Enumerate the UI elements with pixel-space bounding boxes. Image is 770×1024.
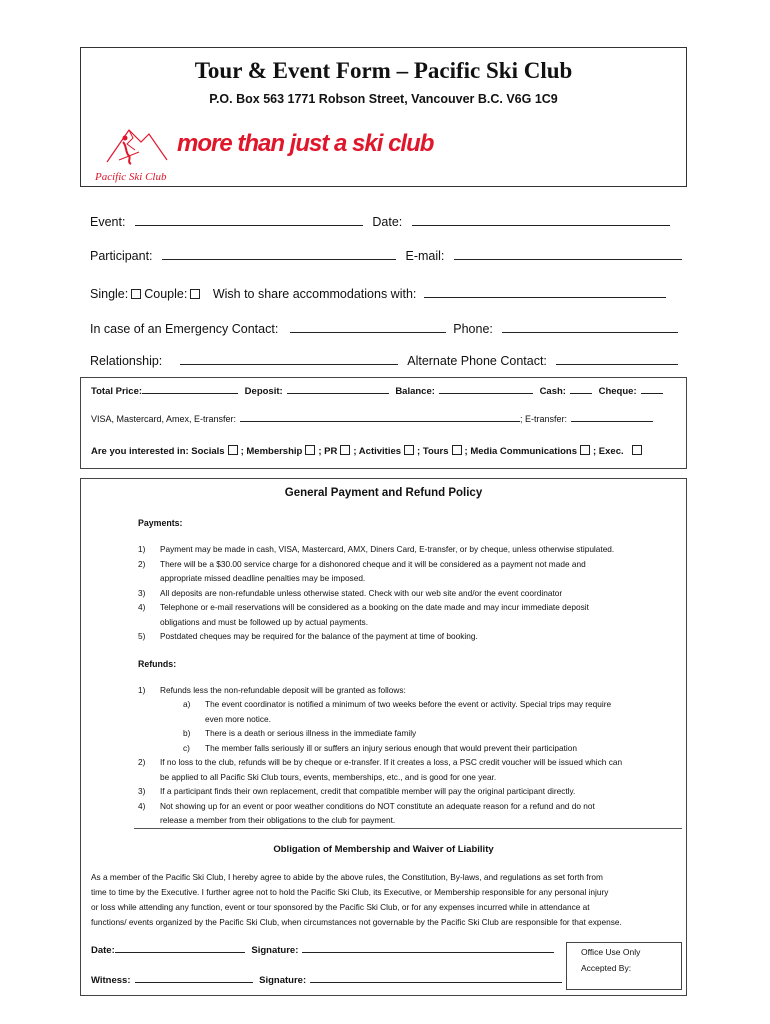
signature-label-1: Signature: [251, 945, 299, 956]
waiver-line: As a member of the Pacific Ski Club, I hereby agree to abide by the above rules, the Constitution, By-laws, and regulations as set forth from [91, 872, 603, 882]
payment-item-line: Payment may be made in cash, VISA, Mastercard, AMX, Diners Card, E-transfer, or by cheque, unless otherwise stipulated. [160, 544, 615, 554]
relationship-label: Relationship: [90, 354, 163, 368]
email-label: E-mail: [405, 249, 445, 263]
media-label: ; Media Communications [464, 446, 577, 457]
cash-field[interactable] [570, 385, 592, 394]
refund-item-line: be applied to all Pacific Ski Club tours, events, memberships, etc., and is good for one year. [160, 771, 497, 782]
interest-label: Are you interested in: Socials [91, 446, 225, 457]
event-field[interactable] [135, 214, 363, 226]
participant-field[interactable] [162, 248, 396, 260]
single-label: Single: [90, 287, 129, 301]
office-use-label: Office Use Only [581, 947, 641, 957]
participant-row [90, 248, 682, 263]
club-address: P.O. Box 563 1771 Robson Street, Vancouver B.C. V6G 1C9 [209, 92, 558, 106]
payment-item-line: All deposits are non-refundable unless otherwise stated. Check with our web site and/or the event coordinator [160, 587, 563, 598]
refund-item-number: 4) [138, 800, 146, 811]
etransfer-field[interactable] [571, 413, 653, 422]
witness-field[interactable] [135, 974, 253, 983]
date-field[interactable] [412, 214, 670, 226]
total-price-label: Total Price: [91, 386, 143, 397]
balance-field[interactable] [439, 385, 533, 394]
sign-date-field[interactable] [115, 944, 245, 953]
refund-sub-item-number: a) [183, 699, 191, 709]
refund-sub-item-line: The event coordinator is notified a minimum of two weeks before the event or activity. Special trips may require [205, 699, 612, 709]
refund-sub-item-line: even more notice. [205, 713, 271, 724]
policy-title: General Payment and Refund Policy [284, 487, 483, 499]
membership-checkbox[interactable] [305, 445, 315, 455]
accepted-by-label: Accepted By: [581, 963, 632, 973]
relationship-field[interactable] [180, 353, 398, 365]
pr-label: ; PR [318, 446, 338, 457]
emergency-row [90, 321, 678, 336]
refund-item-number: 2) [138, 757, 146, 767]
ski-club-logo-icon [89, 120, 181, 186]
date-signature-row [91, 944, 554, 956]
waiver-title: Obligation of Membership and Waiver of Liability [273, 844, 494, 855]
emergency-contact-field[interactable] [290, 321, 446, 333]
alt-phone-field[interactable] [556, 353, 678, 365]
date-label: Date: [372, 215, 403, 229]
payment-item-line: Postdated cheques may be required for the balance of the payment at time of booking. [160, 631, 478, 641]
phone-field[interactable] [502, 321, 678, 333]
couple-checkbox[interactable] [190, 289, 200, 299]
signature-field-2[interactable] [310, 974, 562, 983]
policy-box [80, 478, 687, 996]
policy-divider [134, 828, 682, 829]
payment-item-line: Telephone or e-mail reservations will be considered as a booking on the date made and may incur immediate deposit [160, 602, 589, 612]
form-title: Tour & Event Form – Pacific Ski Club [194, 58, 573, 83]
exec-label: ; Exec. [592, 446, 624, 457]
waiver-line: time to time by the Executive. I further agree not to hold the Pacific Ski Club, its Executive, or Membership responsible for any personal injury [91, 887, 609, 897]
office-use-box [566, 942, 682, 990]
activities-checkbox[interactable] [404, 445, 414, 455]
payment-item-line: obligations and must be followed up by actual payments. [160, 616, 369, 627]
header-box [80, 47, 687, 187]
refunds-heading: Refunds: [138, 659, 177, 669]
tagline: more than just a ski club [177, 130, 434, 157]
deposit-label: Deposit: [244, 386, 283, 397]
refund-number: 1) [138, 685, 146, 695]
price-row [91, 385, 663, 397]
refund-item-line: release a member from their obligations to the club for payment. [160, 815, 396, 825]
payment-item-number: 3) [138, 587, 146, 598]
cheque-field[interactable] [641, 385, 663, 394]
payment-item-line: appropriate missed deadline penalties may be imposed. [160, 573, 366, 583]
payment-item-line: There will be a $30.00 service charge for a dishonored cheque and it will be considered as a payment not made and [160, 558, 586, 569]
payment-item-number: 5) [138, 631, 146, 641]
media-checkbox[interactable] [580, 445, 590, 455]
card-field[interactable] [240, 413, 520, 422]
witness-signature-row [91, 974, 562, 986]
refund-sub-item-number: c) [183, 742, 190, 753]
witness-label: Witness: [91, 975, 131, 986]
card-row [91, 413, 653, 424]
refund-item-line: Not showing up for an event or poor weather conditions do NOT constitute an adequate reason for a refund and do not [160, 800, 595, 811]
relationship-row [90, 353, 678, 368]
waiver-line: functions/ events organized by the Pacific Ski Club, when circumstances not governable by the Pacific Ski Club are responsible for that expense. [91, 917, 622, 927]
logo-text: Pacific Ski Club [95, 171, 167, 183]
activities-label: ; Activities [353, 446, 402, 457]
balance-label: Balance: [395, 386, 435, 397]
refund-item-line: If a participant finds their own replacement, credit that compatible member will pay the original participant directly. [160, 786, 576, 796]
alt-phone-label: Alternate Phone Contact: [407, 354, 547, 368]
refund-item-1: Refunds less the non-refundable deposit will be granted as follows: [160, 685, 406, 695]
payment-item-number: 1) [138, 544, 146, 554]
tours-label: ; Tours [417, 446, 449, 457]
refund-item-line: If no loss to the club, refunds will be by cheque or e-transfer. If it creates a loss, a PSC credit voucher will be issued which can [160, 757, 623, 767]
interest-row [91, 445, 645, 457]
signature-label-2: Signature: [259, 975, 307, 986]
share-label: Wish to share accommodations with: [212, 287, 417, 301]
accommodation-row [90, 286, 666, 301]
tours-checkbox[interactable] [452, 445, 462, 455]
participant-label: Participant: [90, 249, 153, 263]
couple-label: Couple: [144, 287, 188, 301]
socials-checkbox[interactable] [228, 445, 238, 455]
refund-item-number: 3) [138, 786, 146, 796]
cash-label: Cash: [539, 386, 566, 397]
share-field[interactable] [424, 286, 666, 298]
payment-box [80, 377, 687, 469]
membership-label: ; Membership [240, 446, 303, 457]
email-field[interactable] [454, 248, 682, 260]
payment-item-number: 2) [138, 558, 146, 569]
etransfer-label: ; E-transfer: [520, 414, 568, 424]
payment-item-number: 4) [138, 602, 146, 612]
payments-heading: Payments: [138, 518, 183, 528]
cheque-label: Cheque: [598, 386, 637, 397]
pr-checkbox[interactable] [340, 445, 350, 455]
refund-sub-item-line: There is a death or serious illness in the immediate family [205, 728, 417, 738]
sign-date-label: Date: [91, 945, 115, 956]
exec-checkbox[interactable] [632, 445, 642, 455]
refund-sub-item-number: b) [183, 728, 191, 738]
card-label: VISA, Mastercard, Amex, E-transfer: [91, 414, 237, 424]
event-row [90, 214, 670, 229]
event-label: Event: [90, 215, 126, 229]
emergency-label: In case of an Emergency Contact: [90, 322, 279, 336]
deposit-field[interactable] [287, 385, 389, 394]
single-checkbox[interactable] [131, 289, 141, 299]
refund-sub-item-line: The member falls seriously ill or suffers an injury serious enough that would prevent their participation [205, 742, 578, 753]
total-price-field[interactable] [142, 385, 238, 394]
waiver-line: or loss while attending any function, event or tour sponsored by the Pacific Ski Club, or for any expenses incurred while in attendance at [91, 902, 590, 912]
signature-field-1[interactable] [302, 944, 554, 953]
phone-label: Phone: [453, 322, 493, 336]
